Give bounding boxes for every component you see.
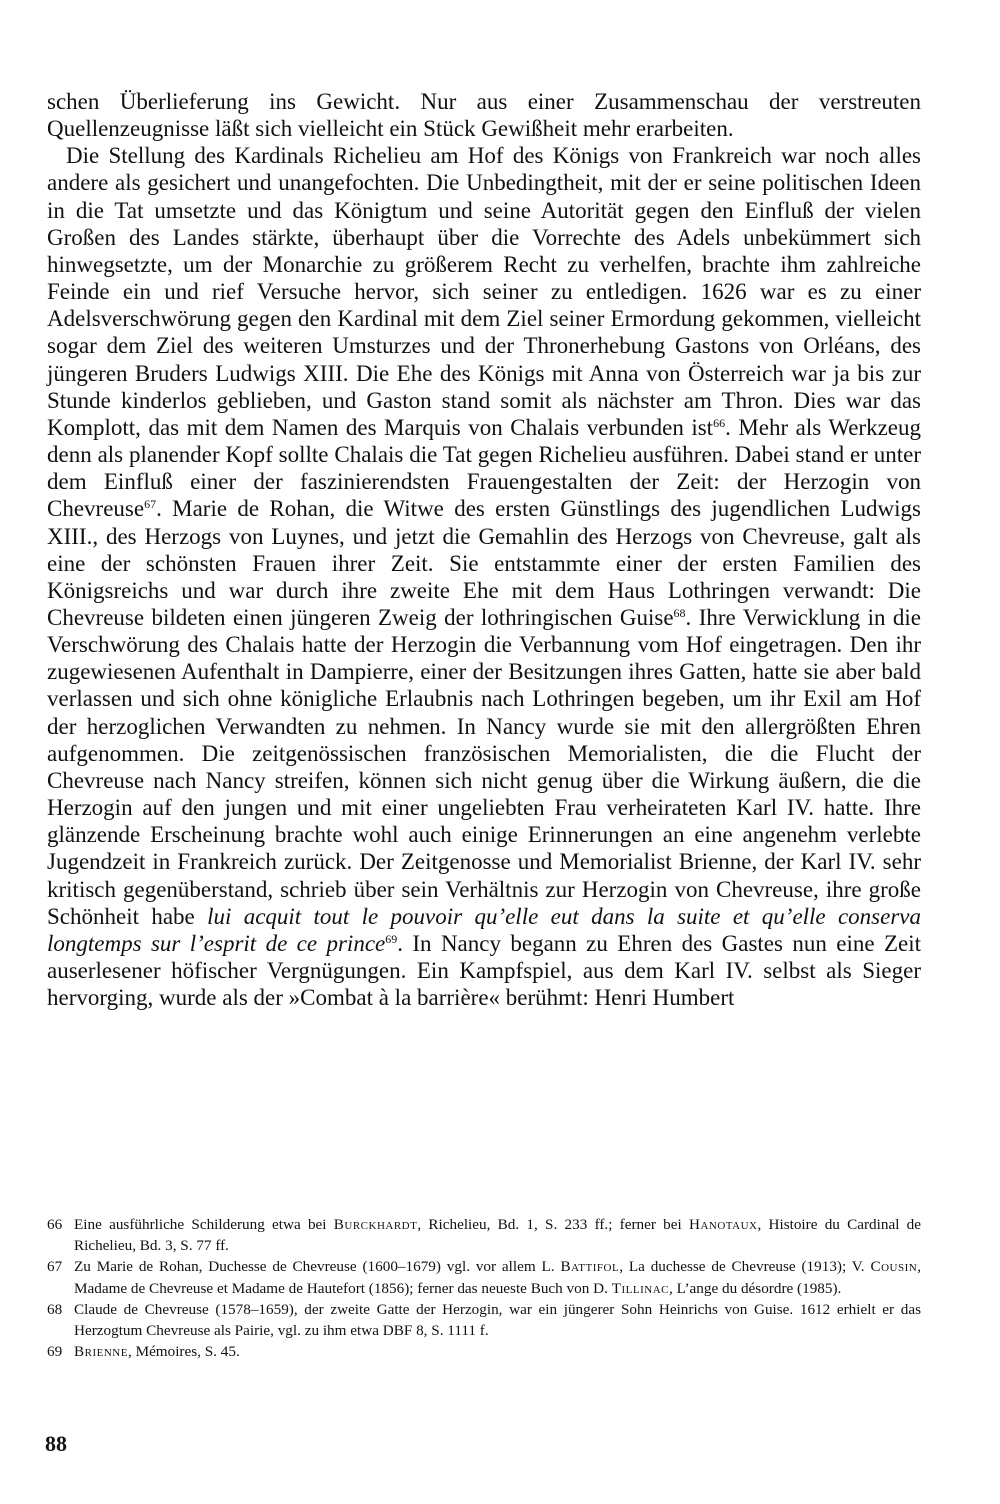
paragraph-1 [47, 88, 921, 142]
author-name: Tillinac [611, 1279, 669, 1297]
french-quote: lui acquit tout le pouvoir qu’elle eut dans la suite et qu’elle conserva longtemps sur l’esprit de ce prince [47, 903, 921, 956]
footnote-number: 68 [47, 1300, 63, 1318]
footnote-text: , La duchesse de Chevreuse (1913); V. [619, 1258, 871, 1276]
paragraph-2-text-c: . Marie de Rohan, die Witwe des ersten Günstlings des jugendlichen Ludwigs XIII., des Herzogs von Luynes, und jetzt die Gemahlin des Herzogs von Chevreuse, galt als eine der schönsten Frauen ihrer Zeit. Sie entstammte einer der ersten Familien des Königsreichs und war durch ihre zweite Ehe mit dem Haus Lothringen verwandt: Die Chevreuse bildeten einen jüngeren Zweig der lothringischen Guise [47, 496, 921, 630]
footnote-69 [47, 1341, 921, 1362]
footnote-text: Zu Marie de Rohan, Duchesse de Chevreuse (1600–1679) vgl. vor allem L. [74, 1258, 561, 1276]
author-name: Cousin [870, 1258, 918, 1276]
footnote-text: , L’ange du désordre (1985). [668, 1279, 842, 1297]
footnote-text: , Madame de Chevreuse et Madame de Hautefort (1856); ferner das neueste Buch von D. [74, 1258, 921, 1297]
paragraph-2-text-b: . Mehr als Werkzeug denn als planender Kopf sollte Chalais die Tat gegen Richelieu ausführen. Dabei stand er unter dem Einfluß einer der faszinierendsten Frauengestalten der Zeit: der Herzogin von Chevreuse [47, 414, 921, 522]
footnote-text: , Histoire du Cardinal de Richelieu, Bd. 3, S. 77 ff. [74, 1216, 922, 1255]
footnote-67 [47, 1256, 921, 1298]
footnotes [47, 1214, 921, 1362]
footnote-text: , Richelieu, Bd. 1, S. 233 ff.; ferner bei [417, 1216, 689, 1233]
author-name: Brienne [74, 1343, 128, 1361]
footnote-ref-69[interactable]: 69 [385, 931, 398, 946]
footnote-68 [47, 1299, 921, 1341]
page-number: 88 [45, 1431, 67, 1456]
footnote-number: 69 [47, 1343, 63, 1361]
author-name: Battifol [560, 1258, 620, 1276]
paragraph-2-text-a: Die Stellung des Kardinals Richelieu am Hof des Königs von Frankreich war noch alles andere als gesichert und unangefochten. Die Unbedingtheit, mit der er seine politischen Ideen in die Tat umsetzte und das Königtum und seine Autorität gegen den Einfluß der vielen Großen des Landes stärkte, überhaupt über die Vorrechte des Adels unbekümmert sich hinwegsetzte, um der Monarchie zu größerem Recht zu verhelfen, brachte ihm zahlreiche Feinde ein und rief Versuche hervor, sich seiner zu entledigen. 1626 war es zu einer Adelsverschwörung gegen den Kardinal mit dem Ziel seiner Ermordung gekommen, vielleicht sogar dem Ziel des weiteren Umsturzes und der Thronerhebung Gastons von Orléans, des jüngeren Bruders Ludwigs XIII. Die Ehe des Königs mit Anna von Österreich war ja bis zur Stunde kinderlos geblieben, und Gaston stand somit als nächster am Thron. Dies war das Komplott, das mit dem Namen des Marquis von Chalais verbunden ist [47, 143, 921, 440]
main-text [47, 88, 921, 1011]
footnote-ref-67[interactable]: 67 [144, 497, 157, 512]
paragraph-2-text-d: . Ihre Verwicklung in die Verschwörung des Chalais hatte der Herzogin die Verbannung vom Hof eingetragen. Den ihr zugewiesenen Aufenthalt in Dampierre, einer der Besitzungen ihres Gatten, hatte sie aber bald verlassen und sich ohne königliche Erlaubnis nach Lothringen begeben, um ihr Exil am Hof der herzoglichen Verwandten zu nehmen. In Nancy wurde sie mit den allergrößten Ehren aufgenommen. Die zeitgenössischen französischen Memorialisten, die die Flucht der Chevreuse nach Nancy streifen, können sich nicht genug über die Wirkung äußern, die die Herzogin auf den jungen und mit einer ungeliebten Frau verheirateten Karl IV. hatte. Ihre glänzende Erscheinung brachte wohl auch einige Erinnerungen an eine angenehm verlebte Jugendzeit in Frankreich zurück. Der Zeitgenosse und Memorialist Brienne, der Karl IV. sehr kritisch gegenüberstand, schrieb über sein Verhältnis zur Herzogin von Chevreuse, ihre große Schönheit habe [47, 604, 921, 929]
footnote-ref-66[interactable]: 66 [713, 415, 726, 430]
footnote-ref-68[interactable]: 68 [673, 605, 686, 620]
footnote-text: Eine ausführliche Schilderung etwa bei [74, 1216, 334, 1233]
footnote-text: Claude de Chevreuse (1578–1659), der zweite Gatte der Herzogin, war ein jüngerer Sohn Heinrichs von Guise. 1612 erhielt er das Herzogtum Chevreuse als Pairie, vgl. zu ihm etwa DBF 8, S. 1111 f. [74, 1300, 921, 1340]
author-name: Burckhardt [333, 1216, 418, 1233]
paragraph-2 [47, 142, 921, 1011]
footnote-66 [47, 1214, 921, 1256]
paragraph-1-text: schen Überlieferung ins Gewicht. Nur aus einer Zusammenschau der verstreuten Quellenzeugnisse läßt sich vielleicht ein Stück Gewißheit mehr erarbeiten. [47, 89, 921, 142]
author-name: Hanotaux [688, 1216, 758, 1233]
footnote-text: , Mémoires, S. 45. [127, 1343, 240, 1361]
footnote-number: 66 [47, 1216, 63, 1233]
footnote-number: 67 [47, 1258, 63, 1276]
paragraph-2-text-e: . In Nancy begann zu Ehren des Gastes nun eine Zeit auserlesener höfischer Vergnügungen. Ein Kampfspiel, aus dem Karl IV. selbst als Sieger hervorging, wurde als der »Combat à la barrière« berühmt: Henri Humbert [47, 930, 921, 1011]
